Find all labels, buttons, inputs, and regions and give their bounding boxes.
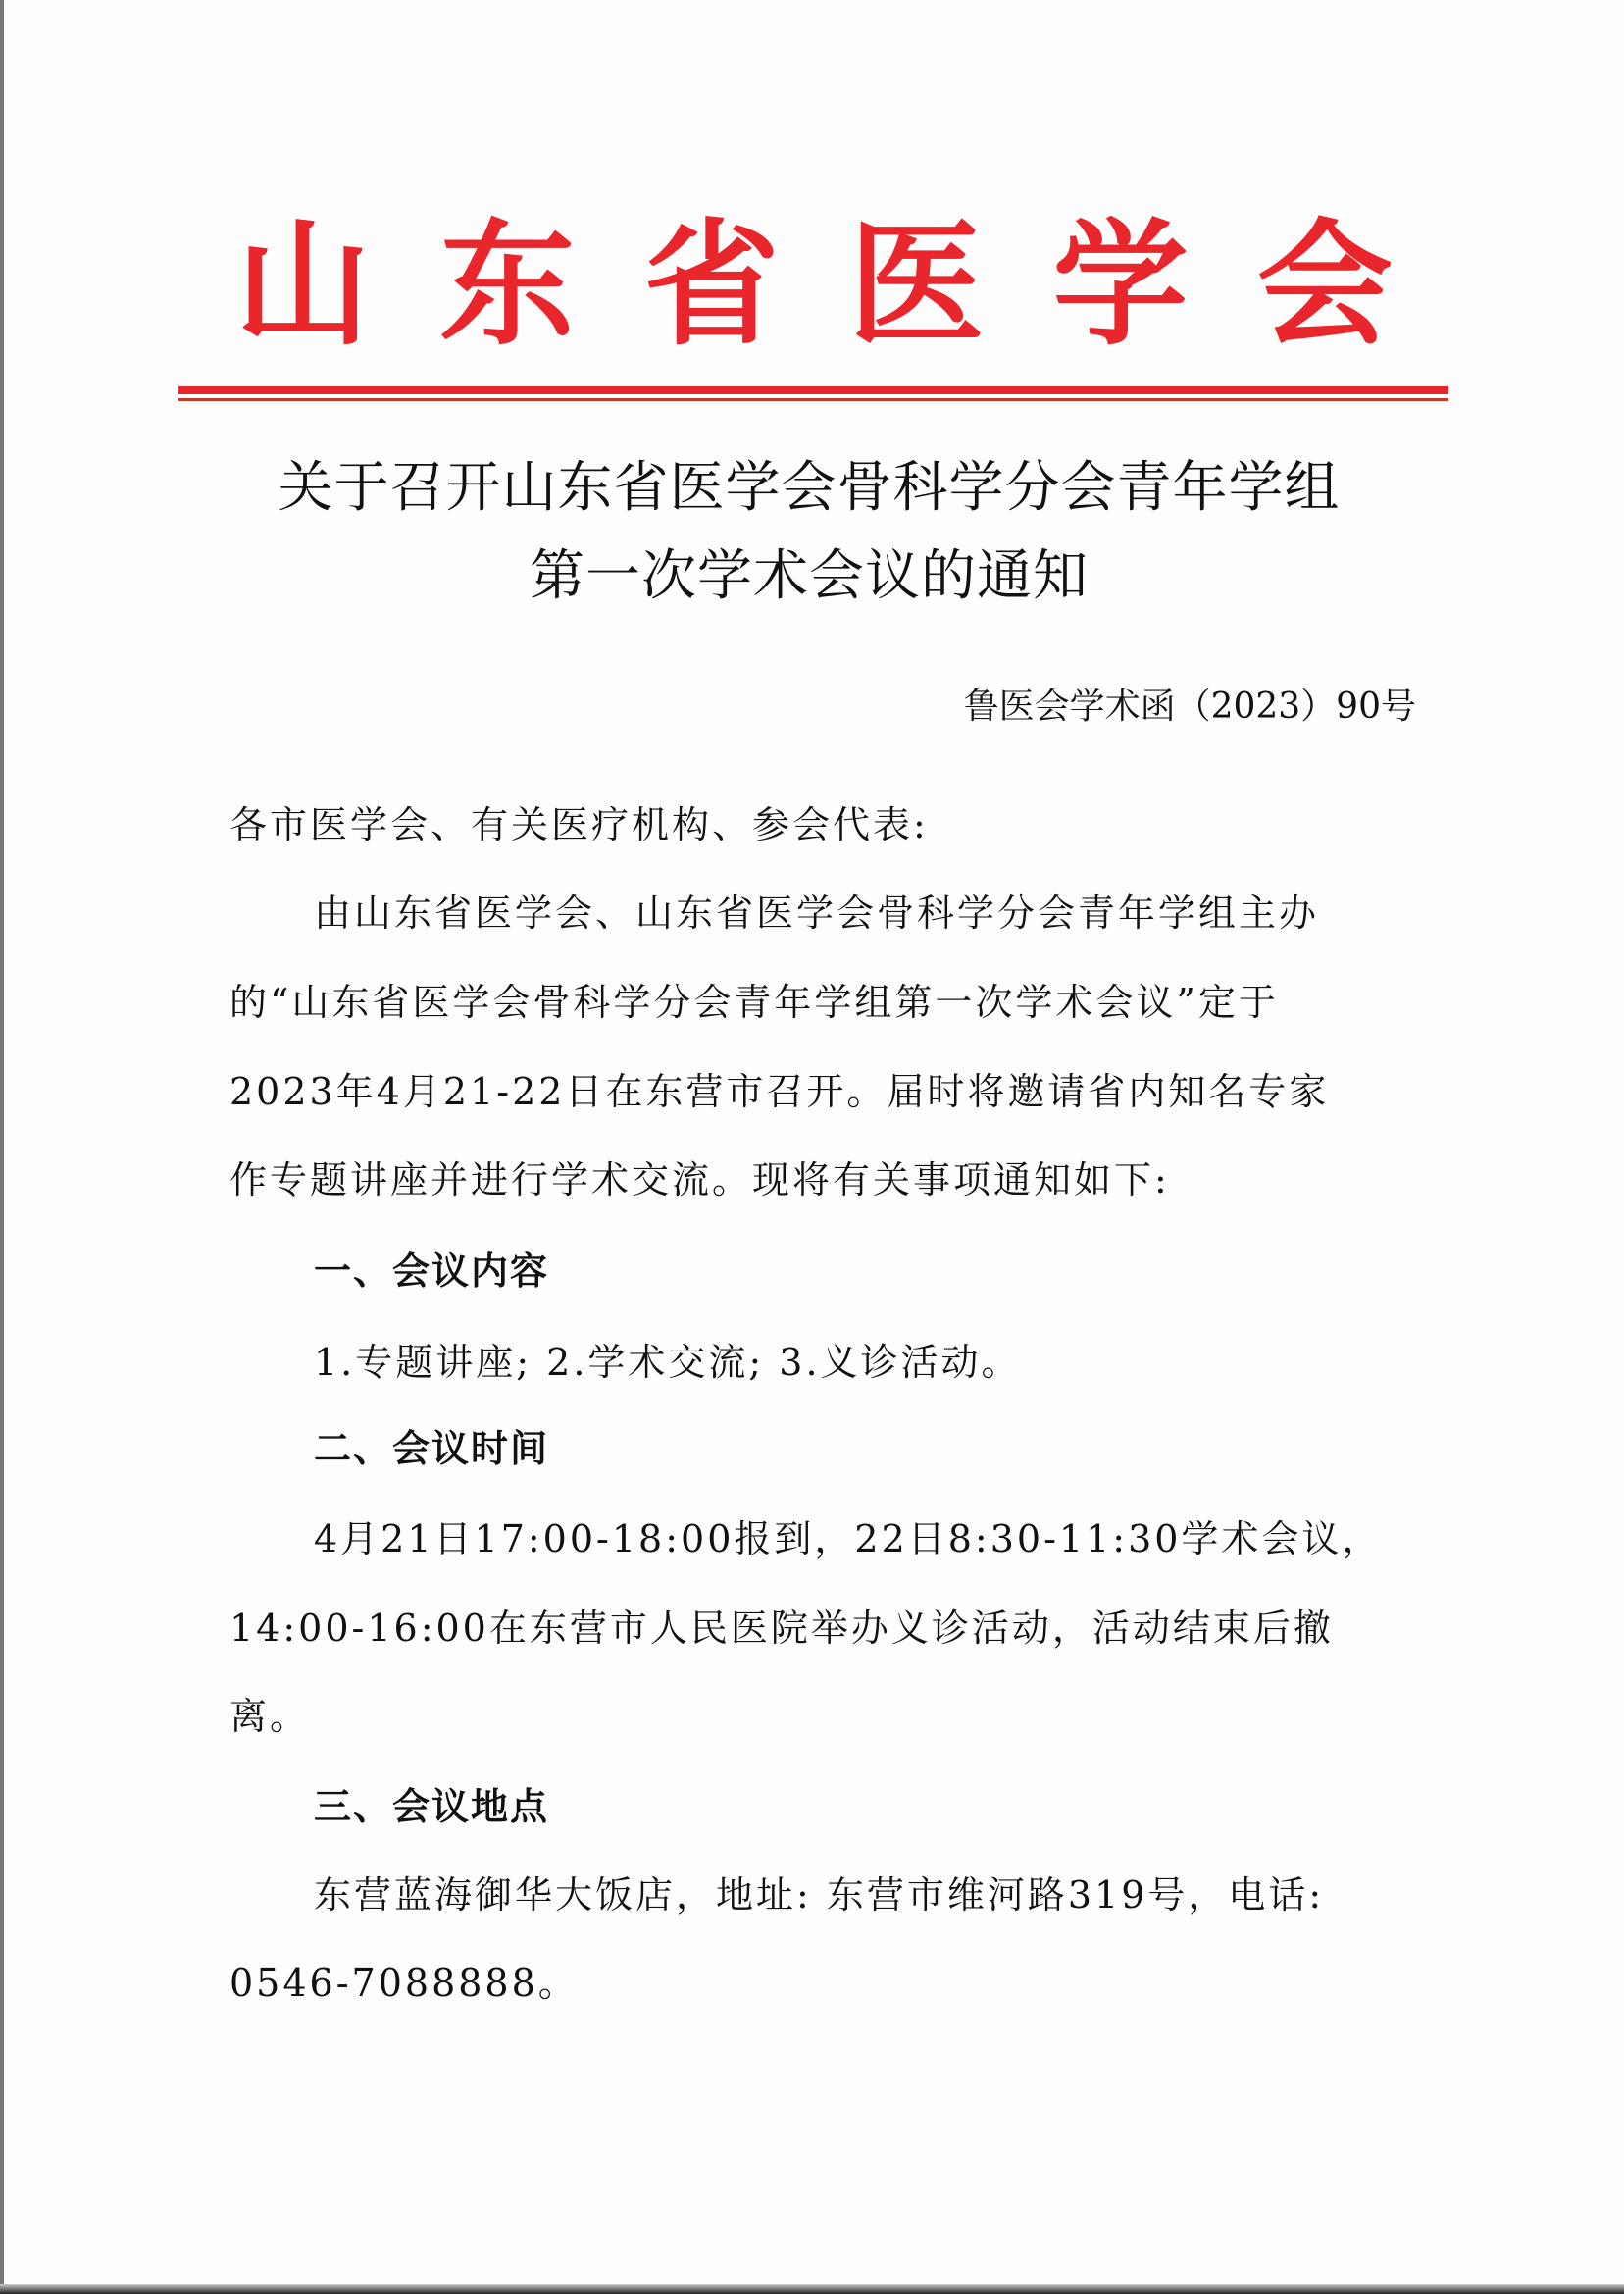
letterhead-rule-thin: [178, 398, 1448, 401]
section-heading-time: 二、会议时间: [314, 1427, 550, 1470]
scan-edge-left: [0, 0, 4, 2294]
section-line: 1.专题讲座; 2.学术交流; 3.义诊活动。: [314, 1341, 1022, 1384]
masthead-char: 省: [643, 204, 780, 364]
masthead-char: 会: [1256, 204, 1393, 364]
masthead-char: 山: [235, 204, 372, 364]
document-number: 鲁医会学术函（2023）90号: [963, 687, 1416, 727]
scan-edge-bottom: [0, 2284, 1624, 2294]
masthead-char: 学: [1052, 204, 1189, 364]
section-line: 4月21日17:00-18:00报到，22日8:30-11:30学术会议，: [314, 1517, 1383, 1560]
masthead-char: 东: [439, 204, 576, 364]
masthead-char: 医: [848, 204, 985, 364]
salutation: 各市医学会、有关医疗机构、参会代表:: [229, 803, 929, 846]
section-line: 东营蓝海御华大饭店，地址: 东营市维河路319号，电话:: [314, 1873, 1325, 1916]
section-line: 0546-7088888。: [229, 1962, 579, 2005]
intro-line: 由山东省医学会、山东省医学会骨科学分会青年学组主办: [314, 892, 1320, 935]
letterhead-masthead: [177, 201, 1451, 368]
section-line: 离。: [229, 1695, 311, 1738]
intro-line: 的“山东省医学会骨科学分会青年学组第一次学术会议”定于: [229, 981, 1279, 1024]
section-line: 14:00-16:00在东营市人民医院举办义诊活动，活动结束后撤: [229, 1606, 1334, 1650]
document-title-line1: 关于召开山东省医学会骨科学分会青年学组: [278, 456, 1341, 520]
intro-line: 2023年4月21-22日在东营市召开。届时将邀请省内知名专家: [229, 1070, 1330, 1113]
intro-line: 作专题讲座并进行学术交流。现将有关事项通知如下:: [229, 1158, 1170, 1201]
section-heading-content: 一、会议内容: [314, 1249, 550, 1293]
letterhead-rule-thick: [178, 386, 1448, 394]
section-heading-location: 三、会议地点: [314, 1785, 550, 1828]
document-title-line2: 第一次学术会议的通知: [530, 544, 1089, 608]
